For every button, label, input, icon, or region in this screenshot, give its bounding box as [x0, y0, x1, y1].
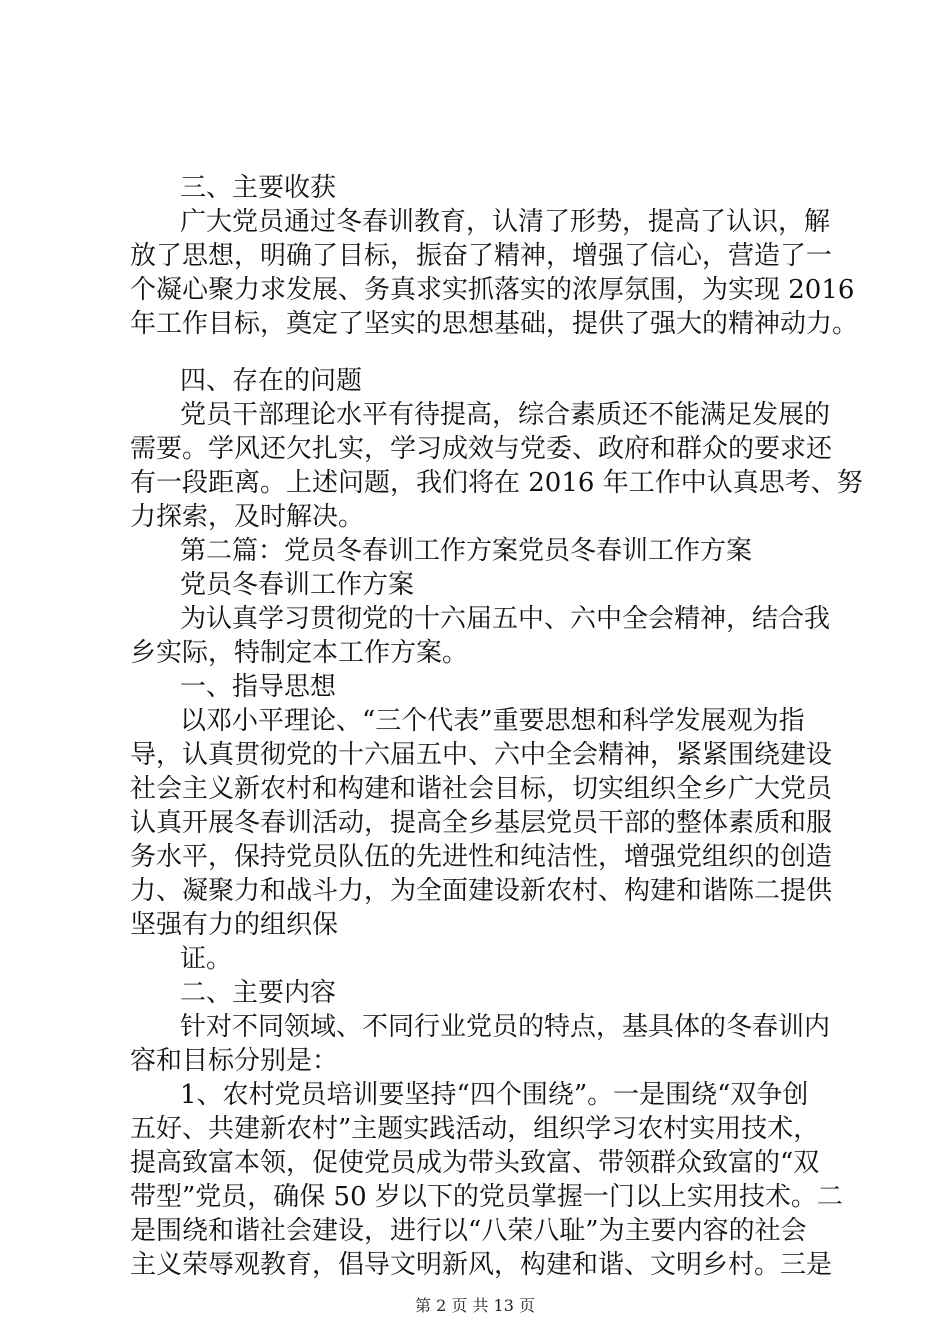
- paragraph-line: 五好、共建新农村”主题实践活动，组织学习农村实用技术，: [130, 1114, 820, 1144]
- paragraph-line: 证。: [180, 944, 233, 974]
- paragraph-line: 年工作目标，奠定了坚实的思想基础，提供了强大的精神动力。: [130, 309, 859, 339]
- chapter-title: 第二篇：党员冬春训工作方案党员冬春训工作方案: [180, 536, 753, 566]
- paragraph-line: 为认真学习贯彻党的十六届五中、六中全会精神，结合我: [180, 604, 831, 634]
- paragraph-line: 带型”党员，确保 50 岁以下的党员掌握一门以上实用技术。二: [130, 1182, 843, 1212]
- heading-existing-problems: 四、存在的问题: [180, 366, 363, 396]
- paragraph-line: 是围绕和谐社会建设，进行以“八荣八耻”为主要内容的社会: [130, 1216, 807, 1246]
- paragraph-line: 社会主义新农村和构建和谐社会目标，切实组织全乡广大党员: [130, 774, 833, 804]
- paragraph-line: 提高致富本领，促使党员成为带头致富、带领群众致富的“双: [130, 1148, 820, 1178]
- paragraph-line: 力探索，及时解决。: [130, 502, 365, 532]
- paragraph-line: 党员干部理论水平有待提高，综合素质还不能满足发展的: [180, 400, 831, 430]
- paragraph-line: 需要。学风还欠扎实，学习成效与党委、政府和群众的要求还: [130, 434, 833, 464]
- document-title: 党员冬春训工作方案: [180, 570, 415, 600]
- heading-main-content: 二、主要内容: [180, 978, 337, 1008]
- paragraph-line: 乡实际，特制定本工作方案。: [130, 638, 469, 668]
- heading-main-gains: 三、主要收获: [180, 173, 337, 203]
- page-number-footer: 第 2 页 共 13 页: [415, 1296, 535, 1315]
- paragraph-line: 1、农村党员培训要坚持“四个围绕”。一是围绕“双争创: [180, 1080, 809, 1110]
- paragraph-line: 有一段距离。上述问题，我们将在 2016 年工作中认真思考、努: [130, 468, 863, 498]
- paragraph-line: 针对不同领域、不同行业党员的特点，基具体的冬春训内: [180, 1012, 831, 1042]
- paragraph-line: 务水平，保持党员队伍的先进性和纯洁性，增强党组织的创造: [130, 842, 833, 872]
- paragraph-line: 主义荣辱观教育，倡导文明新风，构建和谐、文明乡村。三是: [130, 1250, 833, 1280]
- paragraph-line: 坚强有力的组织保: [130, 910, 339, 940]
- paragraph-line: 认真开展冬春训活动，提高全乡基层党员干部的整体素质和服: [130, 808, 833, 838]
- paragraph-line: 力、凝聚力和战斗力，为全面建设新农村、构建和谐陈二提供: [130, 876, 833, 906]
- paragraph-line: 广大党员通过冬春训教育，认清了形势，提高了认识，解: [180, 207, 831, 237]
- heading-guiding-ideology: 一、指导思想: [180, 672, 337, 702]
- paragraph-line: 导，认真贯彻党的十六届五中、六中全会精神，紧紧围绕建设: [130, 740, 833, 770]
- paragraph-line: 以邓小平理论、“三个代表”重要思想和科学发展观为指: [180, 706, 805, 736]
- paragraph-line: 放了思想，明确了目标，振奋了精神，增强了信心，营造了一: [130, 241, 833, 271]
- paragraph-line: 个凝心聚力求发展、务真求实抓落实的浓厚氛围，为实现 2016: [130, 275, 855, 305]
- paragraph-line: 容和目标分别是：: [130, 1046, 339, 1076]
